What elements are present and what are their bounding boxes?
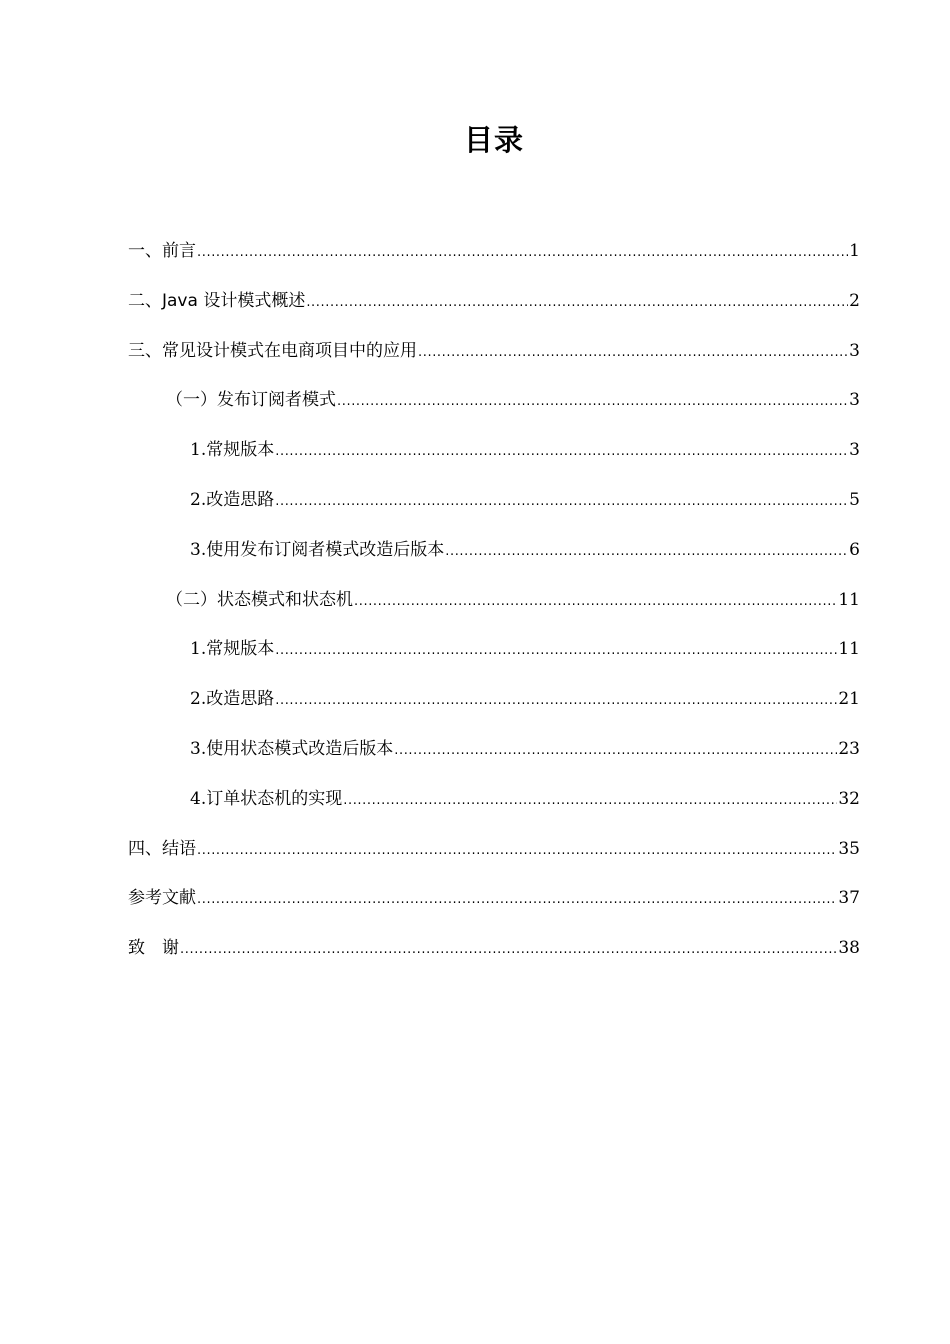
toc-leader-dots [418, 338, 848, 368]
toc-leader-dots [275, 686, 837, 716]
toc-entry-page-number: 32 [838, 788, 860, 809]
toc-leader-dots [275, 487, 848, 517]
toc-entry-observer-idea[interactable] [128, 485, 860, 535]
toc-entry-label: 二、Java 设计模式概述 [128, 290, 306, 311]
toc-entry-page-number: 35 [838, 838, 860, 859]
toc-entry-label: （一）发布订阅者模式 [166, 390, 336, 411]
toc-entry-page-number: 3 [849, 340, 860, 361]
toc-entry-page-number: 38 [838, 938, 860, 959]
toc-entry-page-number: 23 [838, 738, 860, 759]
toc-leader-dots [343, 786, 837, 816]
toc-leader-dots [445, 537, 848, 567]
toc-entry-applications[interactable] [128, 336, 860, 386]
page-title: 目录 [463, 123, 524, 157]
toc-entry-label: 1.常规版本 [190, 639, 275, 660]
toc-entry-label: 3.使用发布订阅者模式改造后版本 [190, 539, 445, 560]
toc-entry-page-number: 5 [849, 489, 860, 510]
toc-entry-label: 1.常规版本 [190, 440, 275, 461]
toc-leader-dots [394, 736, 837, 766]
toc-entry-label: （二）状态模式和状态机 [166, 589, 353, 610]
toc-entry-page-number: 3 [849, 390, 860, 411]
toc-leader-dots [180, 935, 837, 965]
toc-entry-order-state-machine[interactable] [128, 784, 860, 834]
toc-entry-acknowledgements[interactable] [128, 933, 860, 983]
toc-leader-dots [197, 885, 837, 915]
toc-entry-observer-regular[interactable] [128, 435, 860, 485]
toc-entry-state-idea[interactable] [128, 684, 860, 734]
toc-entry-state-refactored[interactable] [128, 734, 860, 784]
table-of-contents [128, 236, 860, 983]
toc-leader-dots [275, 437, 848, 467]
toc-entry-overview[interactable] [128, 286, 860, 336]
toc-entry-label: 2.改造思路 [190, 689, 275, 710]
toc-entry-observer-pattern[interactable] [128, 385, 860, 435]
toc-leader-dots [337, 387, 848, 417]
toc-entry-page-number: 2 [849, 290, 860, 311]
toc-entry-preface[interactable] [128, 236, 860, 286]
toc-leader-dots [197, 836, 837, 866]
toc-entry-page-number: 21 [838, 689, 860, 710]
toc-entry-label: 2.改造思路 [190, 489, 275, 510]
toc-entry-label: 致 谢 [128, 938, 179, 959]
toc-entry-state-pattern[interactable] [128, 585, 860, 635]
toc-leader-dots [275, 636, 837, 666]
toc-entry-label: 一、前言 [128, 241, 196, 261]
toc-entry-page-number: 11 [838, 589, 860, 610]
toc-leader-dots [354, 587, 837, 617]
toc-leader-dots [306, 288, 848, 318]
toc-entry-references[interactable] [128, 883, 860, 933]
toc-entry-page-number: 1 [849, 241, 860, 261]
toc-entry-state-regular[interactable] [128, 634, 860, 684]
toc-entry-label: 三、常见设计模式在电商项目中的应用 [128, 340, 417, 361]
toc-entry-label: 参考文献 [128, 888, 196, 909]
toc-entry-conclusion[interactable] [128, 834, 860, 884]
toc-leader-dots [197, 238, 848, 268]
toc-entry-label: 四、结语 [128, 838, 196, 859]
toc-entry-page-number: 3 [849, 440, 860, 461]
toc-entry-label: 3.使用状态模式改造后版本 [190, 738, 394, 759]
toc-entry-page-number: 6 [849, 539, 860, 560]
toc-entry-page-number: 11 [838, 639, 860, 660]
toc-entry-page-number: 37 [838, 888, 860, 909]
toc-entry-observer-refactored[interactable] [128, 535, 860, 585]
toc-entry-label: 4.订单状态机的实现 [190, 788, 343, 809]
